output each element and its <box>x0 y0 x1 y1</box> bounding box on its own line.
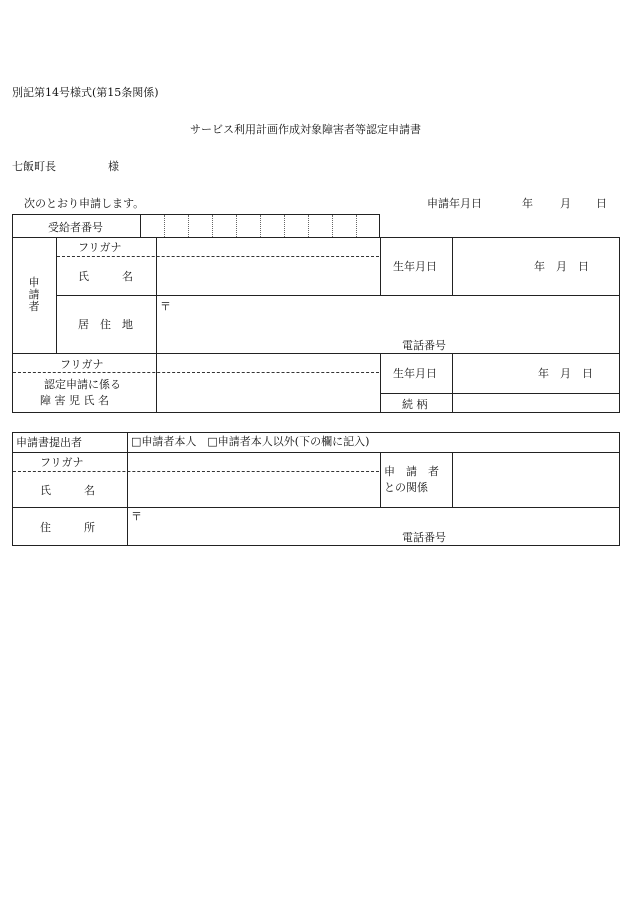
addressee-honorific: 様 <box>108 160 119 173</box>
submitter-address-divider <box>12 507 620 508</box>
intro-text: 次のとおり申請します。 <box>24 197 145 210</box>
child-birth-column-divider <box>380 353 381 413</box>
submitter-relation-value-divider <box>452 452 453 507</box>
submitter-label: 申請書提出者 <box>16 436 82 449</box>
submitter-phone-label: 電話番号 <box>402 531 446 544</box>
applicant-postal-mark: 〒 <box>160 300 171 313</box>
recipient-number-label: 受給者番号 <box>48 221 103 234</box>
submitter-relation-label-1: 申 請 者 <box>384 465 439 478</box>
submitter-furigana-divider <box>13 471 379 472</box>
document-title: サービス利用計画作成対象障害者等認定申請書 <box>190 123 421 136</box>
submitter-label-divider <box>127 432 128 546</box>
digit-cell[interactable] <box>284 215 285 237</box>
submitter-furigana-label: フリガナ <box>40 456 84 469</box>
applicant-phone-label: 電話番号 <box>402 339 446 352</box>
label-column-divider <box>156 237 157 413</box>
child-furigana-divider <box>13 372 379 373</box>
applicant-birth-ymd: 年 月 日 <box>534 260 589 273</box>
digit-cell[interactable] <box>332 215 333 237</box>
child-name-label-1: 認定申請に係る <box>44 378 121 391</box>
submitter-postal-mark: 〒 <box>131 510 142 523</box>
applicant-address-divider <box>56 295 620 296</box>
digit-cell[interactable] <box>188 215 189 237</box>
digit-cell[interactable] <box>260 215 261 237</box>
application-date-year: 年 <box>522 197 533 210</box>
applicant-section-label: 申請者 <box>28 276 40 313</box>
applicant-birth-label: 生年月日 <box>393 260 437 273</box>
birth-column-divider <box>380 237 381 296</box>
submitter-address-label: 住 所 <box>40 521 95 534</box>
recipient-number-divider <box>140 214 141 238</box>
application-date-day: 日 <box>596 197 607 210</box>
submitter-table <box>12 432 620 546</box>
submitter-relation-label-2: との関係 <box>384 481 428 494</box>
child-section-divider <box>12 353 620 354</box>
digit-cell[interactable] <box>236 215 237 237</box>
application-date-month: 月 <box>560 197 571 210</box>
child-relation-divider <box>380 393 620 394</box>
submitter-relation-divider <box>380 452 381 507</box>
child-birth-ymd: 年 月 日 <box>538 367 593 380</box>
digit-cell[interactable] <box>164 215 165 237</box>
form-number: 別記第14号様式(第15条関係) <box>12 86 159 99</box>
digit-cell[interactable] <box>308 215 309 237</box>
applicant-furigana-divider <box>57 256 379 257</box>
child-furigana-label: フリガナ <box>60 358 104 371</box>
applicant-name-label: 氏 名 <box>78 270 133 283</box>
application-date-label: 申請年月日 <box>427 197 482 210</box>
child-relation-label: 続 柄 <box>402 398 428 411</box>
digit-cell[interactable] <box>356 215 357 237</box>
child-birth-label: 生年月日 <box>393 367 437 380</box>
submitter-name-label: 氏 名 <box>40 484 95 497</box>
birth-value-divider <box>452 237 453 296</box>
child-birth-value-divider <box>452 353 453 413</box>
applicant-address-label: 居 住 地 <box>78 318 133 331</box>
child-name-label-2: 障 害 児 氏 名 <box>40 394 109 407</box>
addressee-name: 七飯町長 <box>12 160 56 173</box>
submitter-header-divider <box>12 452 620 453</box>
applicant-furigana-label: フリガナ <box>78 241 122 254</box>
digit-cell[interactable] <box>212 215 213 237</box>
submitter-options[interactable]: □申請者本人 □申請者本人以外(下の欄に記入) <box>131 435 370 448</box>
